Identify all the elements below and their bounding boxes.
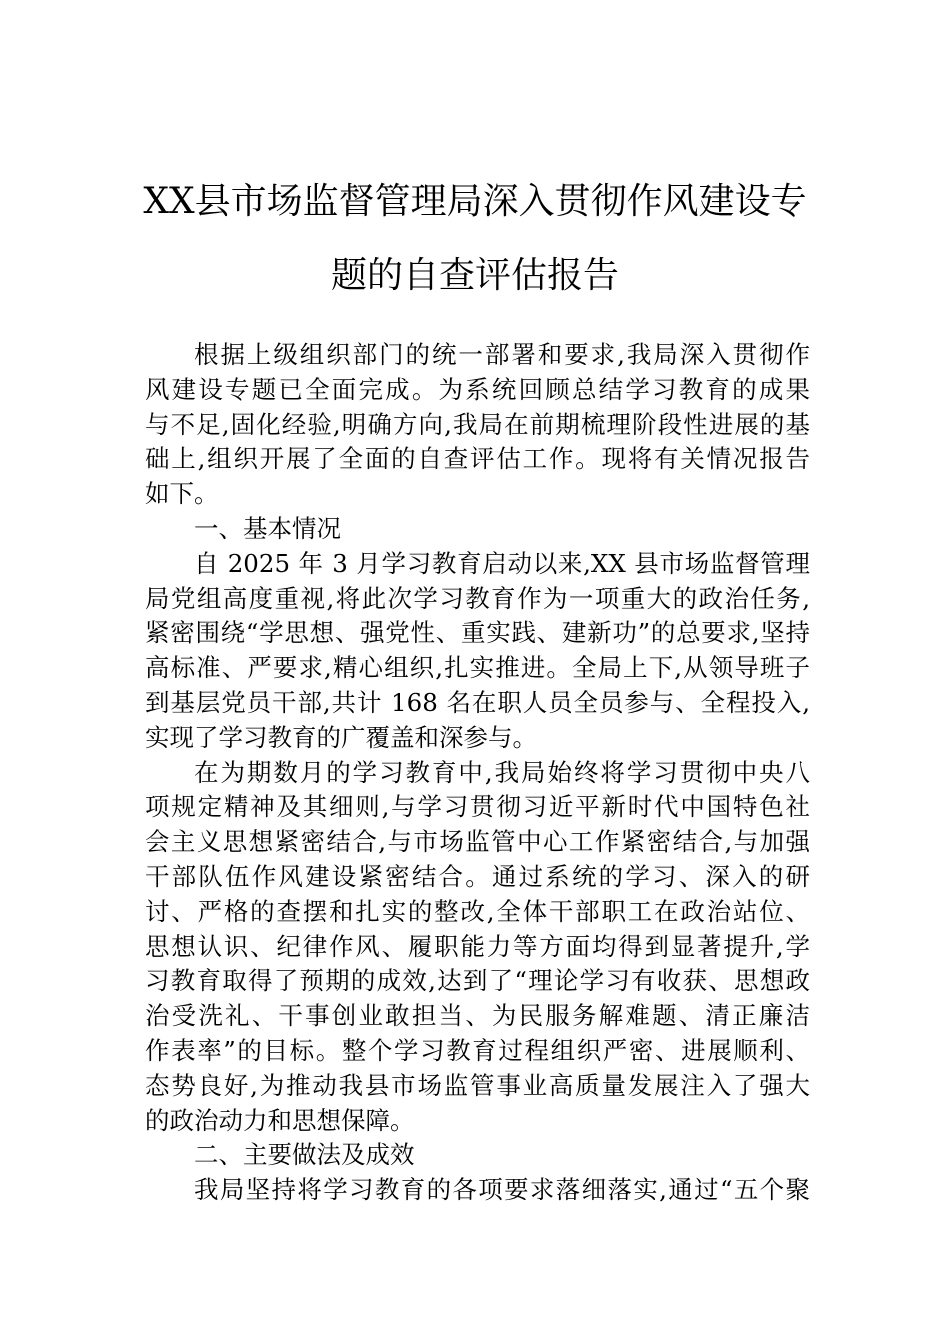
paragraph-basic-line: 自 2025 年 3 月学习教育启动以来,XX 县市场监督管理 bbox=[194, 548, 810, 578]
paragraph-basic-line: 高标准、严要求,精心组织,扎实推进。全局上下,从领导班子 bbox=[145, 653, 810, 683]
document-title bbox=[120, 165, 830, 313]
paragraph-basic-line: 实现了学习教育的广覆盖和深参与。 bbox=[145, 722, 537, 752]
paragraph-basic-line: 局党组高度重视,将此次学习教育作为一项重大的政治任务, bbox=[145, 583, 810, 613]
paragraph-progress-line: 干部队伍作风建设紧密结合。通过系统的学习、深入的研 bbox=[145, 861, 810, 891]
paragraph-progress-line: 思想认识、纪律作风、履职能力等方面均得到显著提升,学 bbox=[145, 931, 810, 961]
paragraph-progress-line: 治受洗礼、干事创业敢担当、为民服务解难题、清正廉洁 bbox=[145, 1001, 810, 1031]
paragraph-progress-line: 讨、严格的查摆和扎实的整改,全体干部职工在政治站位、 bbox=[145, 896, 810, 926]
paragraph-intro-line: 与不足,固化经验,明确方向,我局在前期梳理阶段性进展的基 bbox=[145, 409, 810, 439]
paragraph-intro-line: 风建设专题已全面完成。为系统回顾总结学习教育的成果 bbox=[145, 374, 810, 404]
document-body bbox=[145, 338, 810, 1208]
paragraph-progress-line: 态势良好,为推动我县市场监管事业高质量发展注入了强大 bbox=[145, 1070, 810, 1100]
paragraph-progress-line: 习教育取得了预期的成效,达到了“理论学习有收获、思想政 bbox=[145, 966, 810, 996]
section-heading-basic: 一、基本情况 bbox=[194, 513, 341, 543]
paragraph-progress-line: 在为期数月的学习教育中,我局始终将学习贯彻中央八 bbox=[194, 757, 810, 787]
paragraph-progress-line: 项规定精神及其细则,与学习贯彻习近平新时代中国特色社 bbox=[145, 792, 810, 822]
paragraph-basic-line: 到基层党员干部,共计 168 名在职人员全员参与、全程投入, bbox=[145, 687, 810, 717]
paragraph-intro-line: 础上,组织开展了全面的自查评估工作。现将有关情况报告 bbox=[145, 444, 810, 474]
title-line-1: XX县市场监督管理局深入贯彻作风建设专 bbox=[143, 181, 807, 222]
paragraph-progress-line: 会主义思想紧密结合,与市场监管中心工作紧密结合,与加强 bbox=[145, 827, 810, 857]
paragraph-progress-line: 作表率”的目标。整个学习教育过程组织严密、进展顺利、 bbox=[145, 1035, 810, 1065]
paragraph-intro-line: 如下。 bbox=[145, 479, 219, 509]
paragraph-progress-line: 的政治动力和思想保障。 bbox=[145, 1105, 415, 1135]
paragraph-intro-line: 根据上级组织部门的统一部署和要求,我局深入贯彻作 bbox=[194, 340, 810, 369]
paragraph-basic-line: 紧密围绕“学思想、强党性、重实践、建新功”的总要求,坚持 bbox=[145, 618, 810, 648]
title-line-2: 题的自查评估报告 bbox=[330, 255, 619, 296]
section-heading-practices: 二、主要做法及成效 bbox=[194, 1140, 415, 1170]
paragraph-practices-line: 我局坚持将学习教育的各项要求落细落实,通过“五个聚 bbox=[194, 1175, 810, 1205]
